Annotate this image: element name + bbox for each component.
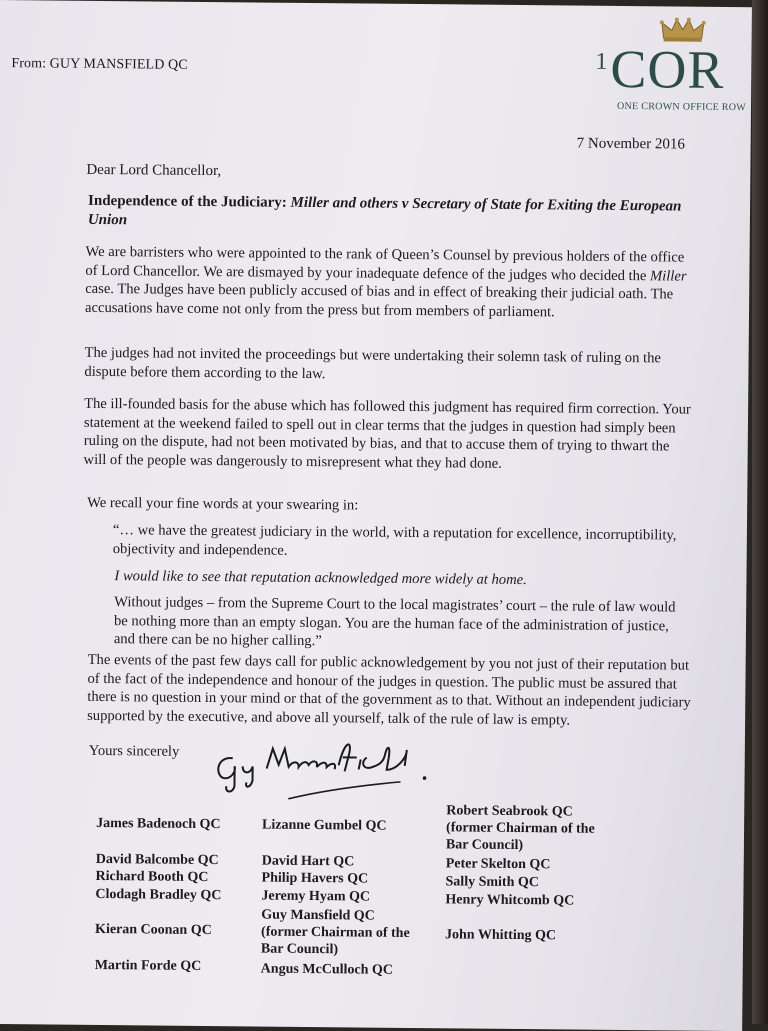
- signatory: Philip Havers QC: [261, 870, 369, 887]
- signatory: Angus McCulloch QC: [260, 961, 394, 978]
- subject-italic: Miller and others v Secretary of State for Exiting the European Union: [87, 194, 682, 229]
- signatory-note: Bar Council): [445, 837, 524, 854]
- signatory: Guy Mansfield QC: [261, 907, 375, 924]
- quote-3: Without judges – from the Supreme Court to the local magistrates’ court – the rule of law would be nothing more than an empty slogan. You are the human face of the administration of justice, and there can be no higher calling.”: [113, 594, 676, 650]
- quote-1: “… we have the greatest judiciary in the world, with a reputation for excellence, incorruptibility, objectivity and independence.: [112, 522, 677, 559]
- letter-date: 7 November 2016: [576, 135, 686, 153]
- background-edge: [752, 0, 768, 1024]
- salutation: Dear Lord Chancellor,: [86, 161, 222, 180]
- signatory: Lizanne Gumbel QC: [262, 817, 387, 834]
- signatory: David Hart QC: [261, 853, 355, 870]
- signatory: Jeremy Hyam QC: [261, 888, 371, 905]
- signatory: John Whitting QC: [444, 927, 557, 944]
- signatory-note: (former Chairman of the: [260, 924, 410, 941]
- paragraph-5: The events of the past few days call for public acknowledgement by you not just of their reputation but of the fact of the independence and honour of the judges in question. The public must be assured that there is no question in your mind or that of the government as to that. Without an independent judiciary supported by the executive, and above all yourself, talk of the rule of law is empty.: [87, 651, 691, 729]
- signatory: Robert Seabrook QC: [446, 803, 573, 820]
- logo-subtitle: ONE CROWN OFFICE ROW: [616, 100, 747, 114]
- chambers-logo: [589, 16, 750, 120]
- signatory-note: Bar Council): [260, 941, 339, 958]
- logo-wordmark: $^1$COR: [595, 38, 725, 100]
- paragraph-3: The ill-founded basis for the abuse which has followed this judgment has required firm correction. Your statement at the weekend failed to spell out in clear terms that the judges in question had simply been ruling on the dispute, had not been motivated by bias, and that to accuse them of trying to thwart the will of the people was dangerously to misrepresent what they had done.: [83, 395, 691, 472]
- signatory: Henry Whitcomb QC: [445, 892, 575, 909]
- signatory-note: (former Chairman of the: [446, 820, 595, 837]
- handwritten-signature: [210, 734, 441, 806]
- quote-2: I would like to see that reputation acknowledged more widely at home.: [114, 568, 527, 589]
- signatory: Kieran Coonan QC: [95, 921, 212, 939]
- signatory: Sally Smith QC: [445, 874, 539, 891]
- paragraph-2: The judges had not invited the proceedings but were undertaking their solemn task of ruling on the dispute before them according to the law.: [84, 344, 661, 382]
- signatory: David Balcombe QC: [95, 851, 219, 869]
- paragraph-4: We recall your fine words at your swearing in:: [87, 494, 359, 514]
- signatories: [95, 799, 657, 994]
- case-name: Miller: [649, 267, 687, 285]
- closing: Yours sincerely: [88, 742, 180, 760]
- paragraph-1: We are barristers who were appointed to the rank of Queen’s Counsel by previous holders of the office of Lord Chancellor. We are dismayed by your inadequate defence of the judges who decided the Miller case. The Judges have been publicly accused of bias and in effect of breaking their judicial oath. The accusations have come not only from the press but from members of parliament.: [84, 243, 687, 321]
- from-line: From: GUY MANSFIELD QC: [11, 56, 188, 73]
- signatory: Peter Skelton QC: [445, 856, 551, 873]
- signatory: James Badenoch QC: [96, 815, 221, 833]
- signatory: Martin Forde QC: [94, 957, 202, 974]
- subject-line: [88, 192, 700, 236]
- subject-bold: Independence of the Judiciary:: [87, 192, 291, 211]
- signatory: Clodagh Bradley QC: [95, 886, 222, 904]
- signatory: Richard Booth QC: [95, 868, 209, 886]
